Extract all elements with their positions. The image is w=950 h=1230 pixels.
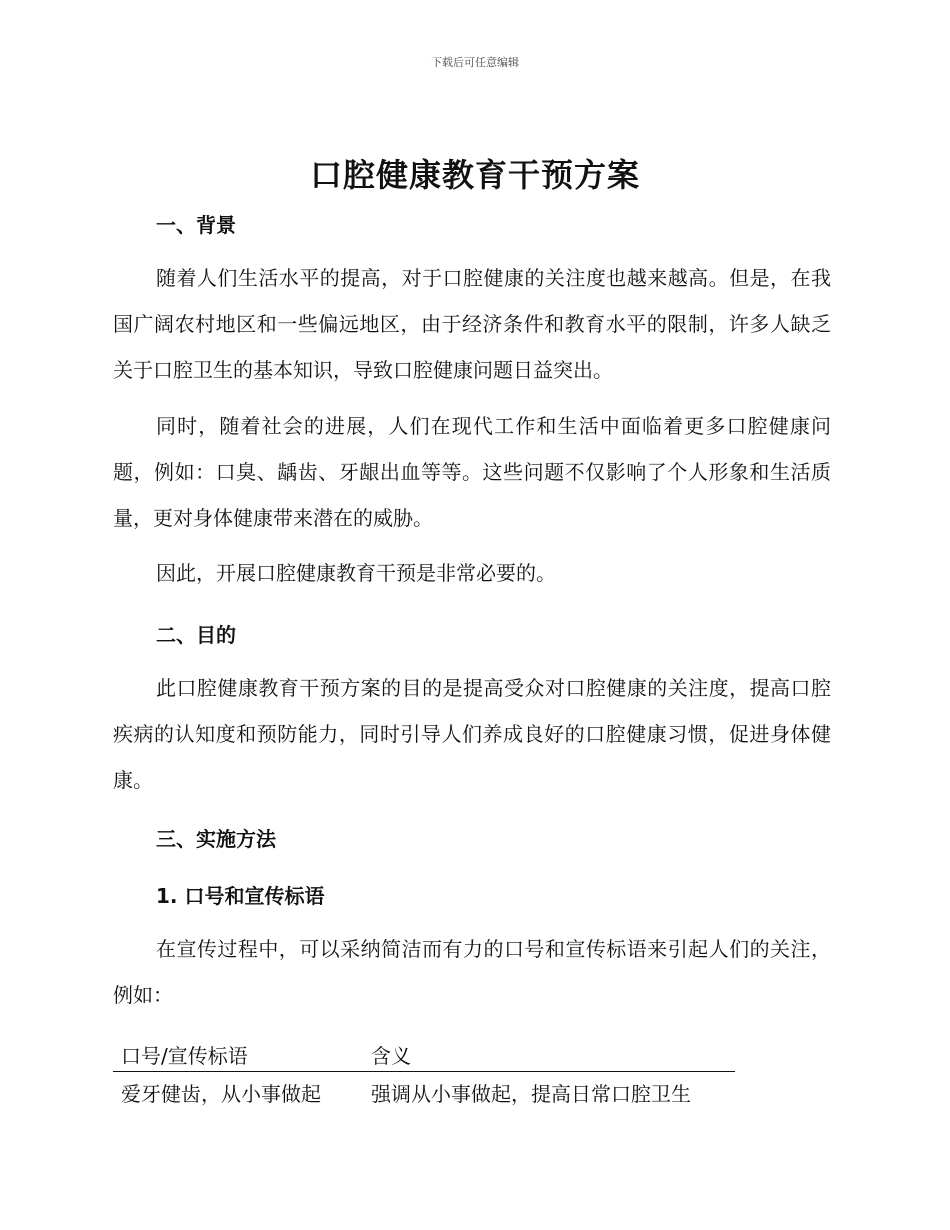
table-header-slogan: 口号/宣传标语 <box>113 1037 363 1072</box>
document-title: 口腔健康教育干预方案 <box>309 156 640 194</box>
paragraph-goal-1: 此口腔健康教育干预方案的目的是提高受众对口腔健康的关注度，提高口腔疾病的认知度和预防能力，同时引导人们养成良好的口腔健康习惯，促进身体健康。 <box>113 676 831 792</box>
table-header-row <box>113 1037 735 1072</box>
section-heading-background: 一、背景 <box>156 213 236 237</box>
section-heading-method: 三、实施方法 <box>156 827 276 851</box>
paragraph-method-1: 在宣传过程中，可以采纳简洁而有力的口号和宣传标语来引起人们的关注，例如： <box>113 937 831 1007</box>
table-row <box>113 1072 735 1113</box>
slogan-table <box>113 1037 735 1112</box>
section-heading-goal: 二、目的 <box>156 623 236 647</box>
header-note: 下载后可任意编辑 <box>431 56 519 69</box>
table-cell-meaning: 强调从小事做起，提高日常口腔卫生 <box>371 1081 691 1106</box>
table-cell-slogan: 爱牙健齿，从小事做起 <box>121 1081 321 1106</box>
paragraph-background-3: 因此，开展口腔健康教育干预是非常必要的。 <box>156 561 556 585</box>
subsection-heading-slogans: 1. 口号和宣传标语 <box>156 884 325 908</box>
paragraph-background-2: 同时，随着社会的进展，人们在现代工作和生活中面临着更多口腔健康问题，例如：口臭、龋齿、牙龈出血等等。这些问题不仅影响了个人形象和生活质量，更对身体健康带来潜在的威胁。 <box>113 414 831 530</box>
paragraph-background-1: 随着人们生活水平的提高，对于口腔健康的关注度也越来越高。但是，在我国广阔农村地区和一些偏远地区，由于经济条件和教育水平的限制，许多人缺乏关于口腔卫生的基本知识，导致口腔健康问题日益突出。 <box>113 266 831 382</box>
table-header-meaning: 含义 <box>363 1037 735 1072</box>
